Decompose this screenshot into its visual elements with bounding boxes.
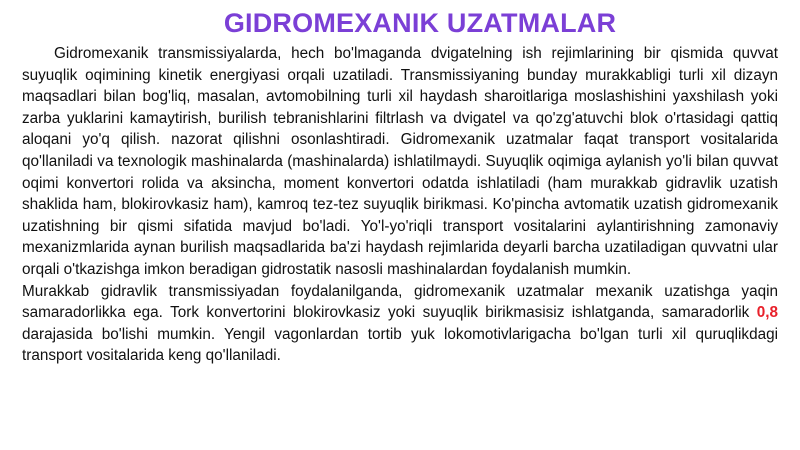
efficiency-value: 0,8	[756, 304, 778, 322]
body-paragraph-1: Gidromexanik transmissiyalarda, hech bo'lmaganda dvigatelning ish rejimlarining bir qismida quvvat suyuqlik oqimining kinetik energiyasi orqali uzatiladi. Transmissiyaning bunday murakkabligi turli xil dizayn maqsadlari bilan bog'liq, masalan, avtomobilning turli xil haydash sharoitlariga moslashishini yaxshilash yoki zarba yuklarini kamaytirish, burilish tebranishlarini filtrlash va dvigatel va qo'zg'atuvchi blok o'rtasidagi qattiq aloqani yo'q qilish. nazorat qilishni osonlashtiradi. Gidromexanik uzatmalar faqat transport vositalarida qo'llaniladi va texnologik mashinalarda (mashinalarda) ishlatilmaydi. Suyuqlik oqimiga aylanish yo'li bilan quvvat oqimi konvertori rolida va aksincha, moment konvertori odatda ishlatiladi (ham murakkab gidravlik uzatish shaklida ham, blokirovkasiz ham), kamroq tez-tez suyuqlik birikmasi. Ko'pincha avtomatik uzatish gidromexanik uzatishning bir qismi sifatida mavjud bo'ladi. Yo'l-yo'riqli transport vositalarini aylantirishning zamonaviy mexanizmlarida aynan burilish maqsadlarida ba'zi haydash rejimlarida deyarli barcha uzatiladigan quvvatni ular orqali o'tkazishga imkon beradigan gidrostatik nasosli mashinalardan foydalanish mumkin.	[22, 45, 778, 278]
paragraph-2-text-after: darajasida bo'lishi mumkin. Yengil vagonlardan tortib yuk lokomotivlarigacha bo'lgan turli xil quruqlikdagi transport vositalarida keng qo'llaniladi.	[22, 325, 778, 365]
body-paragraph-2	[22, 281, 778, 367]
slide-title: GIDROMEXANIK UZATMALAR	[223, 8, 617, 38]
paragraph-2-text-before: Murakkab gidravlik transmissiyadan foydalanilganda, gidromexanik uzatmalar mexanik uzatishga yaqin samaradorlikka ega. Tork konvertorini blokirovkasiz yoki suyuqlik birikmasisiz ishlatganda, samaradorlik	[22, 282, 778, 322]
